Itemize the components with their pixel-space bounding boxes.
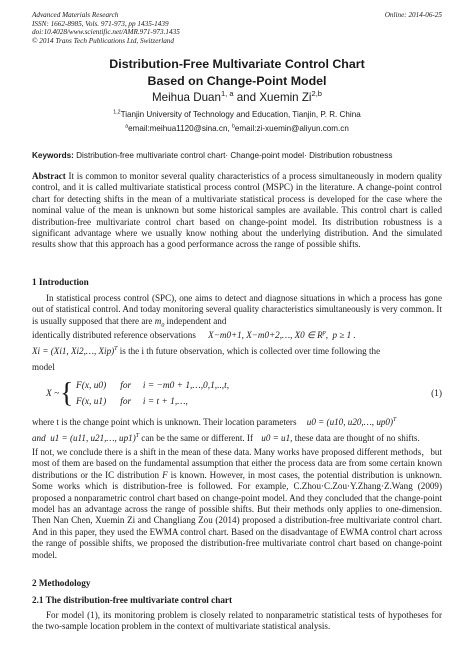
equation-brace: {	[60, 378, 74, 409]
intro-p1-text: In statistical process control (SPC), one aims to detect and diagnose situations in which a process has gone out of statistical control. And today monitoring several quality characteristics simultaneously is very common. It is usually supposed that there are	[32, 293, 442, 326]
author-2: Xuemin Zi	[259, 91, 312, 104]
u0-T: T	[393, 416, 397, 423]
intro-paragraph-2	[32, 447, 442, 561]
email-line	[0, 124, 474, 133]
change-point-text: where t is the change point which is unknown. Their location parameters	[32, 417, 297, 427]
future-obs-text: is the i th future observation, which is collected over time following the	[117, 346, 381, 356]
m0-sub: 0	[161, 322, 165, 329]
equation-lhs: X ~	[46, 389, 60, 399]
doi-line: doi:10.4028/www.scientific.net/AMR.971-973.1435	[32, 28, 180, 37]
equation-row-1: F(x, u0) for i = −m0 + 1,…,0,1,..,t,	[76, 381, 230, 391]
intro-line-future-obs	[32, 346, 442, 356]
affiliation-sup: 1,2	[113, 109, 121, 116]
author-1: Meihua Duan	[151, 91, 221, 104]
keywords-label: Keywords:	[32, 151, 77, 160]
ref-obs-rest: −m0+1, X−m0+2,…, X0 ∈ R	[213, 330, 323, 340]
section-heading-methodology: 2 Methodology	[32, 578, 91, 588]
equation-row-2: F(x, u1) for i = t + 1,…,	[76, 397, 188, 407]
journal-header	[32, 11, 332, 45]
intro-p2-after: is known. However, in most cases, the potential distribution is unknown. Some works which is distribution-free is followed. For example, C.Zhou·C.Zou·Y.Zhang·Z.Wang (2009) proposed a nonparametric control chart based on change-point model. And they concluded that the change-point model has an advantage across the range of possible shifts. But their methods only applies to one-dimension. Then Nan Chen, Xuemin Zi and Changliang Zou (2014) proposed a distribution-free multivariate control chart. And in this paper, they used the EWMA control chart. Based on the disadvantage of EWMA control chart across the range of possible shifts, we proposed the distribution-free multivariate control chart based on change-point model.	[32, 469, 443, 560]
keywords	[32, 151, 442, 160]
copyright-line: © 2014 Trans Tech Publications Ltd, Switzerland	[32, 36, 174, 45]
paper-title-line2: Based on Change-Point Model	[147, 74, 327, 88]
u1-T: T	[135, 432, 140, 439]
u1-text: can be the same or different. If	[139, 433, 253, 443]
abstract	[32, 171, 442, 251]
intro-line-model: model	[32, 362, 55, 372]
email-a-sup: a	[125, 123, 129, 130]
email-a: email:meihua1120@sina.cn,	[128, 124, 232, 133]
journal-name: Advanced Materials Research	[32, 11, 119, 19]
intro-line-change-point	[32, 417, 442, 427]
abstract-label: Abstract	[32, 171, 66, 181]
equation-number: (1)	[431, 389, 442, 399]
equation-1	[46, 379, 442, 413]
intro-p1-after: independent and	[164, 315, 227, 326]
intro-paragraph-1	[32, 293, 442, 327]
online-date: Online: 2014-06-25	[384, 11, 442, 19]
paper-title-line1: Distribution-Free Multivariate Control Chart	[109, 57, 365, 71]
ref-obs-condition: , p ≥ 1 .	[325, 330, 356, 340]
u0-eq: u0 = (u10, u20,…, up0)	[306, 417, 393, 427]
u1-text-2: , these data are thought of no shifts.	[290, 433, 420, 443]
authors-and: and	[233, 91, 260, 104]
author-1-sup: 1, a	[220, 89, 234, 99]
intro-line-reference-obs	[32, 330, 442, 341]
intro-line-u1	[32, 433, 442, 443]
u0-equation	[307, 417, 397, 427]
intro-p2-text: If not, we conclude there is a shift in the mean of these data. Many works have proposed different methods，but most of them are based on the fundamental assumption that either the process data are from some certain known distributions or the IC distribution	[32, 447, 442, 480]
ref-obs-equation	[208, 330, 356, 340]
m0-symbol	[154, 315, 165, 329]
section-heading-introduction: 1 Introduction	[32, 277, 89, 287]
u0-eq-u1: u0 = u1	[261, 433, 291, 443]
email-b: email:zi-xuemin@aliyun.com.cn	[234, 124, 349, 133]
authors-line	[0, 91, 474, 104]
u1-eq: and u1 = (u11, u21,…, up1)	[32, 433, 136, 443]
future-obs-equation	[32, 346, 117, 356]
ref-obs-x: X	[208, 330, 214, 340]
affiliation-line	[0, 110, 474, 119]
future-obs-T: T	[114, 345, 118, 352]
keywords-text: Distribution-free multivariate control chart· Change-point model· Distribution robustness	[76, 151, 393, 160]
issn-line: ISSN: 1662-8985, Vols. 971-973, pp 1435-1439	[32, 19, 169, 28]
subsection-heading-2-1: 2.1 The distribution-free multivariate control chart	[32, 595, 233, 605]
methodology-paragraph-1: For model (1), its monitoring problem is closely related to nonparametric statistical tests of hypotheses for the two-sample location problem in the context of multivariate statistical analysis.	[32, 610, 442, 632]
m0-letter: m	[154, 315, 162, 326]
author-2-sup: 2,b	[311, 89, 322, 99]
future-obs-eq: Xi = (Xi1, Xi2,…, Xip)	[32, 346, 115, 356]
abstract-text: It is common to monitor several quality characteristics of a process simultaneously in modern quality control, and it is called multivariate statistical process control (MSPC) in the literature. A change-point control chart for detecting shifts in the mean of a multivariate statistical process is developed for the case where the nominal value of the mean is unknown but some historical samples are available. This control chart is called distribution-free multivariate control chart based on change-point model. Its distribution robustness is a significant advantage where we usually know nothing about the underlying distribution. And the simulated results show that this approach has a good performance across the range of possible shifts.	[32, 171, 442, 250]
u1-equation	[32, 433, 139, 443]
F-symbol: F	[162, 469, 168, 480]
affiliation-text: Tianjin University of Technology and Education, Tianjin, P. R. China	[120, 110, 361, 119]
ref-obs-p-sup: p	[322, 329, 326, 336]
ref-obs-text: identically distributed reference observations	[32, 330, 196, 340]
email-b-sup: b	[231, 123, 235, 130]
